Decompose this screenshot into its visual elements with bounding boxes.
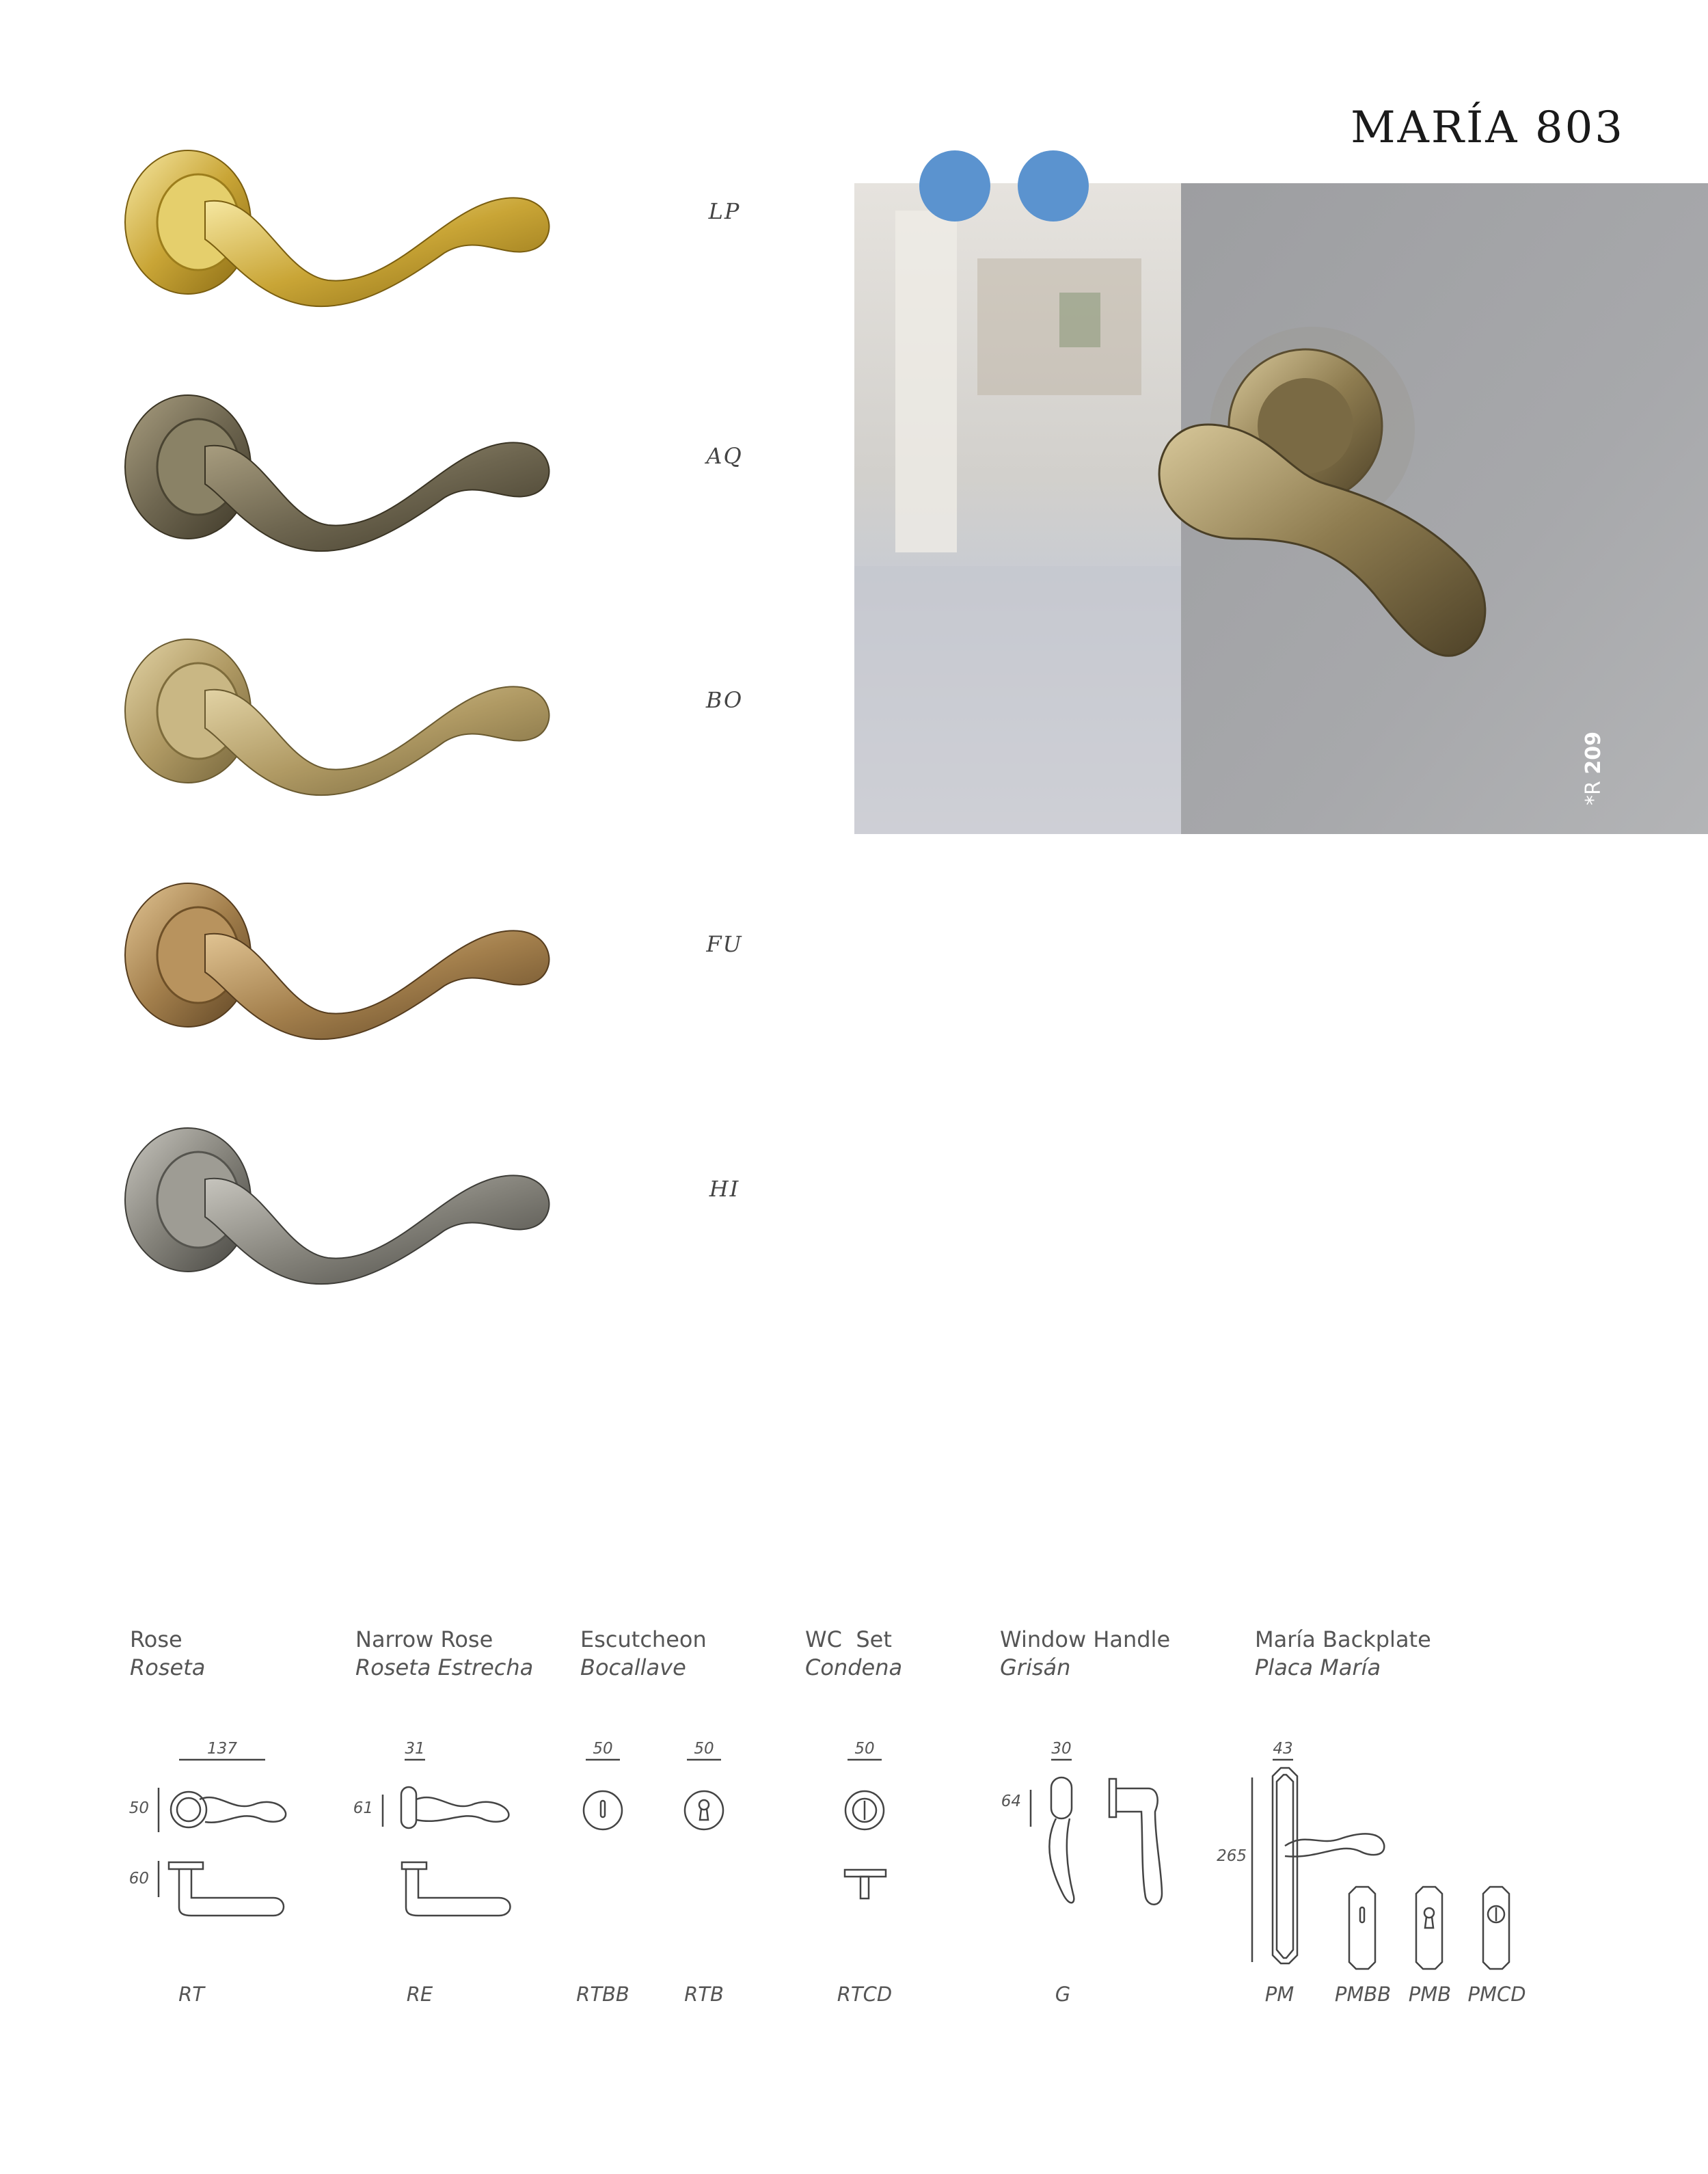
category-label: María Backplate (1255, 1626, 1431, 1652)
handle-hi-image (123, 1114, 574, 1292)
finish-row-lp (123, 137, 741, 314)
code-rt: RT (178, 1983, 204, 2006)
category-rose (130, 1626, 205, 1682)
category-label: Rose (130, 1626, 182, 1652)
finish-row-hi (123, 1114, 738, 1292)
code-rtcd: RTCD (837, 1983, 893, 2006)
finish-row-fu (123, 870, 743, 1047)
photo-scene (854, 183, 1708, 834)
code-pm: PM (1264, 1983, 1294, 2006)
code-rtb: RTB (684, 1983, 724, 2006)
finish-code: FU (706, 931, 743, 957)
dimension-label: 61 (353, 1799, 373, 1817)
finish-code: HI (709, 1176, 740, 1202)
dimension-label: 60 (128, 1870, 149, 1888)
dimension-label: 43 (1273, 1740, 1293, 1758)
category-label: Window Handle (1000, 1626, 1171, 1652)
dimension-label: 50 (694, 1740, 714, 1758)
category-label-es: Roseta (130, 1654, 206, 1680)
photo-reference-prefix: *R (1582, 781, 1605, 806)
dimension-label: 64 (1001, 1793, 1021, 1810)
photo-reference-number: 209 (1582, 732, 1605, 775)
category-label: WC Set (805, 1626, 892, 1652)
code-rtbb: RTBB (576, 1983, 629, 2006)
handle-fu-image (123, 870, 574, 1047)
page-title: MARÍA 803 (1351, 103, 1625, 153)
code-pmb: PMB (1408, 1983, 1452, 2006)
code-pmcd: PMCD (1467, 1983, 1526, 2006)
color-dot (919, 150, 990, 222)
handle-lp-image (123, 137, 574, 314)
finish-code: AQ (706, 443, 743, 469)
photo-reference (1582, 732, 1605, 805)
finish-row-bo (123, 626, 744, 803)
color-dot (1018, 150, 1089, 222)
category-label-es: Grisán (1000, 1654, 1071, 1680)
category-label: Narrow Rose (355, 1626, 493, 1652)
dimension-label: 265 (1217, 1847, 1247, 1865)
finish-code: BO (705, 687, 744, 713)
category-label: Escutcheon (580, 1626, 707, 1652)
category-wc-set (805, 1626, 902, 1682)
handle-bo-image (123, 626, 574, 803)
dimension-label: 50 (128, 1799, 149, 1817)
product-photo (854, 183, 1708, 834)
code-pmbb: PMBB (1334, 1983, 1392, 2006)
dimension-label: 50 (854, 1740, 875, 1758)
category-narrow-rose (355, 1626, 533, 1682)
category-label-es: Roseta Estrecha (355, 1654, 534, 1680)
handle-aq-image (123, 381, 574, 559)
dimension-label: 50 (593, 1740, 613, 1758)
category-escutcheon (580, 1626, 707, 1682)
code-re: RE (406, 1983, 433, 2006)
finish-row-aq (123, 381, 743, 559)
category-window-handle (1000, 1626, 1170, 1682)
dimension-label: 31 (405, 1740, 425, 1758)
dimension-label: 30 (1051, 1740, 1072, 1758)
category-label-es: Bocallave (580, 1654, 686, 1680)
code-g: G (1055, 1983, 1071, 2006)
category-backplate (1255, 1626, 1431, 1682)
finish-code: LP (708, 198, 741, 224)
category-label-es: Condena (805, 1654, 903, 1680)
dimension-label: 137 (207, 1740, 237, 1758)
category-label-es: Placa María (1255, 1654, 1381, 1680)
